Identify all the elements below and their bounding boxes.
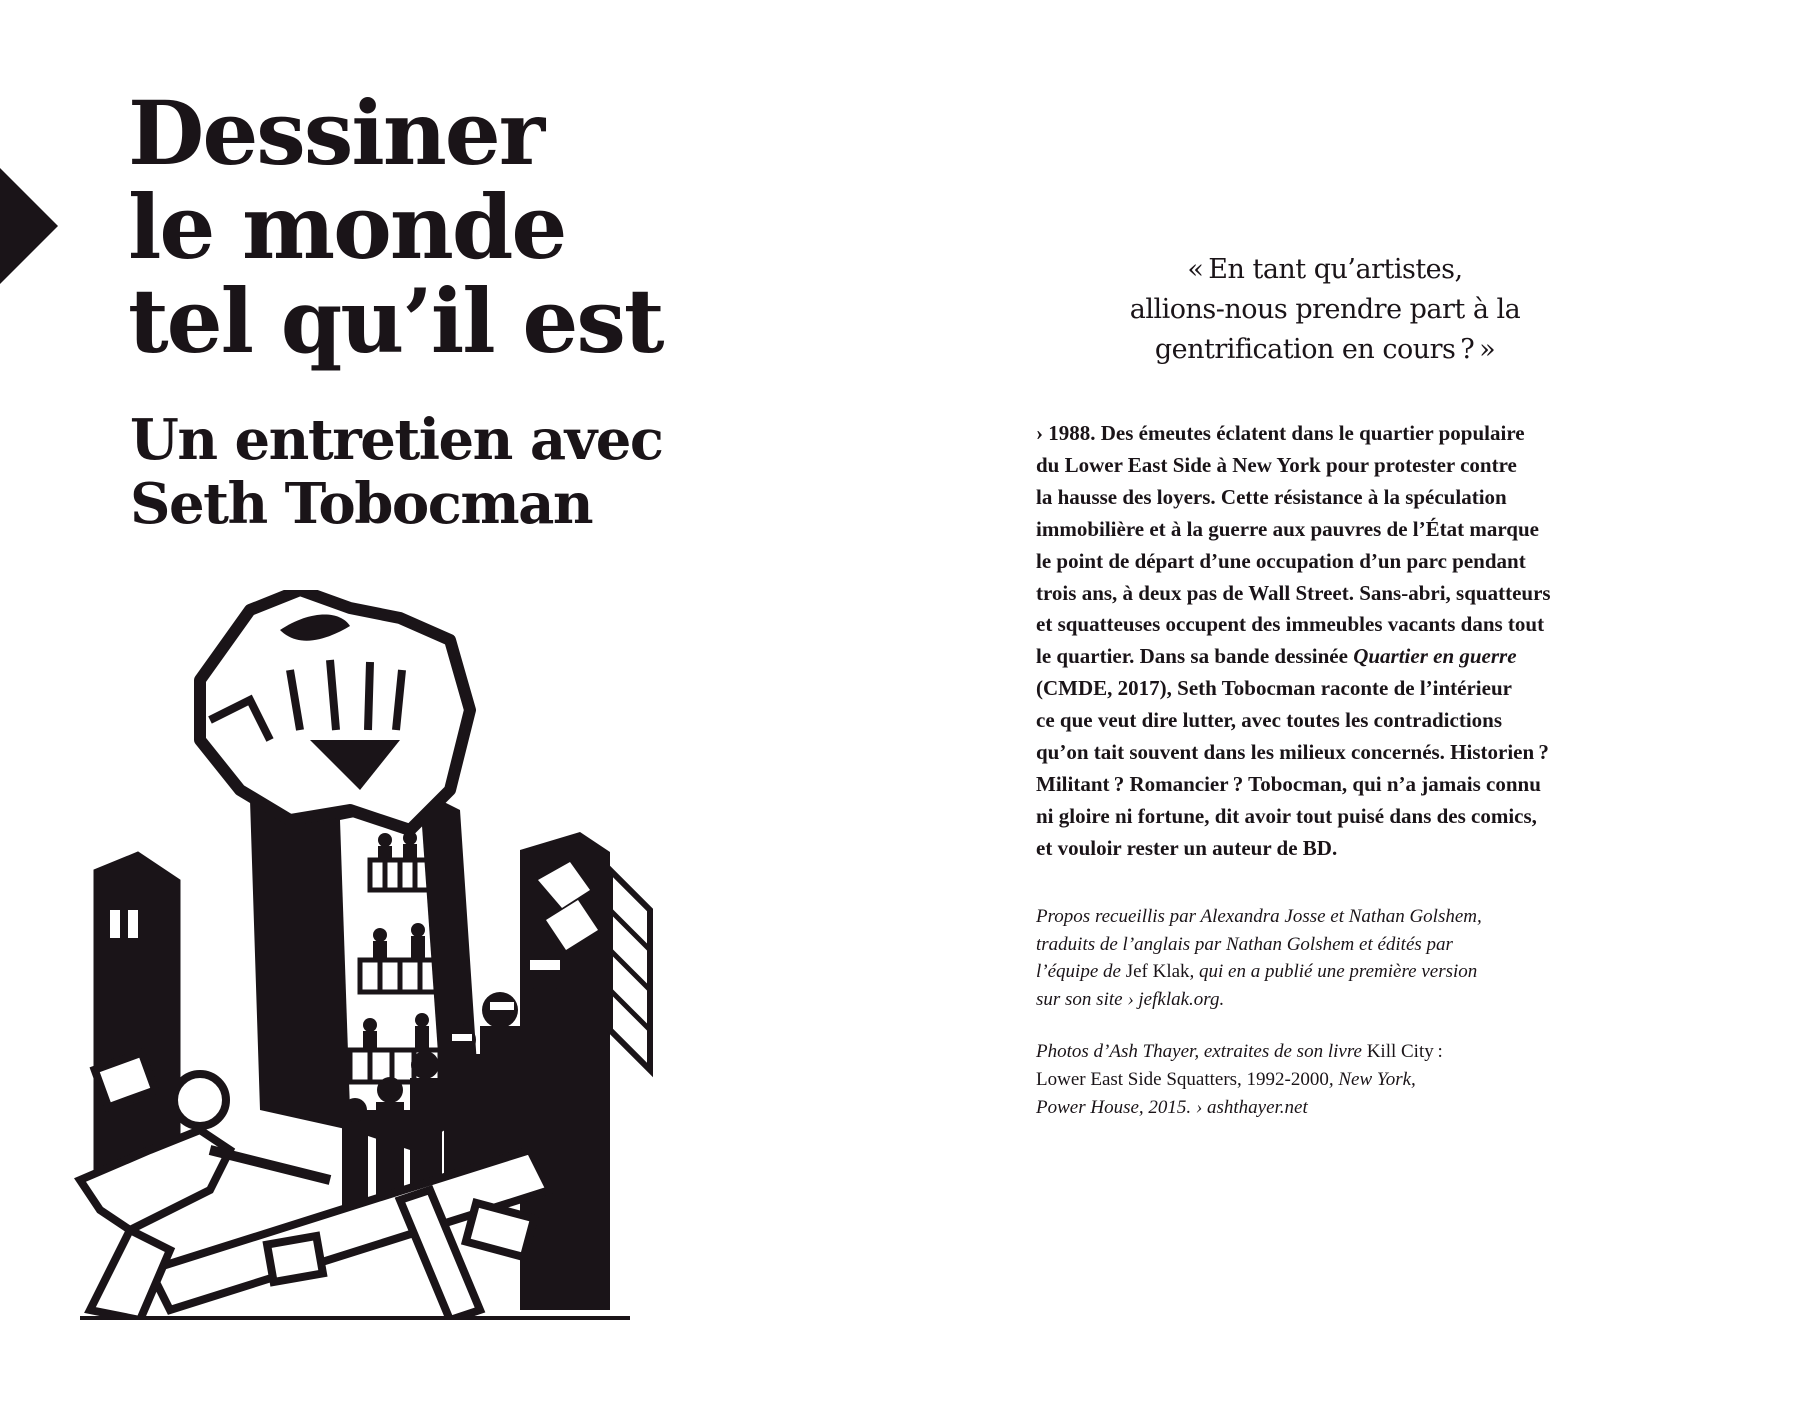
subtitle-line-2: Seth Tobocman — [130, 471, 593, 537]
intro-line: immobilière et à la guerre aux pauvres de l’État marque — [1036, 516, 1539, 541]
pull-quote-line-2: allions-nous prendre part à la — [1129, 294, 1521, 325]
photo-credits-line-3-text: Power House, 2015. › ashthayer.net — [1036, 1097, 1308, 1118]
subtitle-line-1: Un entretien avec — [130, 407, 663, 473]
intro-line: qu’on tait souvent dans les milieux concernés. Historien ? — [1036, 740, 1549, 765]
intro-line-8-text: le quartier. Dans sa bande dessinée — [1036, 644, 1354, 669]
intro-line: ce que veut dire lutter, avec toutes les contradictions — [1036, 708, 1503, 733]
photo-credits-line-2-text: , New York, — [1328, 1069, 1416, 1090]
pull-quote-line-3: gentrification en cours ? » — [1154, 334, 1496, 365]
photo-credits-line — [1036, 1066, 1636, 1094]
credits-line-1-text: Propos recueillis par Alexandra Josse et Nathan Golshem, — [1036, 906, 1482, 927]
intro-line: › 1988. Des émeutes éclatent dans le quartier populaire — [1036, 421, 1525, 445]
intro-line: du Lower East Side à New York pour protester contre — [1036, 452, 1517, 477]
section-marker-triangle — [0, 168, 58, 284]
credits-line-4-text: sur son site › jefklak.org. — [1036, 988, 1225, 1010]
magazine-name-jef-klak: Jef Klak — [1125, 961, 1190, 982]
credits-line-2-text: traduits de l’anglais par Nathan Golshem et édités par — [1036, 933, 1453, 955]
title-line-2: le monde — [128, 175, 566, 279]
raised-fist — [200, 590, 470, 830]
credits-line — [1036, 958, 1636, 986]
credits-line — [1036, 903, 1636, 931]
intro-line: et vouloir rester un auteur de BD. — [1036, 835, 1338, 860]
credits-line — [1036, 931, 1636, 959]
photo-credits-line — [1036, 1038, 1636, 1066]
intro-line: et squatteuses occupent des immeubles vacants dans tout — [1036, 612, 1545, 637]
protest-fist-illustration — [50, 590, 660, 1320]
interview-credits — [1036, 903, 1636, 1013]
photo-credits-line — [1036, 1094, 1636, 1122]
intro-line: ni gloire ni fortune, dit avoir tout puisé dans des comics, — [1036, 803, 1537, 828]
pull-quote-line-1: « En tant qu’artistes, — [1187, 254, 1463, 285]
article-subtitle — [130, 408, 662, 536]
intro-line: Militant ? Romancier ? Tobocman, qui n’a jamais connu — [1036, 771, 1541, 796]
intro-line: (CMDE, 2017), Seth Tobocman raconte de l’intérieur — [1036, 676, 1512, 701]
book-subtitle: Lower East Side Squatters, 1992-2000 — [1036, 1069, 1329, 1090]
photo-credits-line-1-text: Photos d’Ash Thayer, extraites de son livre — [1036, 1041, 1367, 1062]
credits-line-3-end: , qui en a publié une première version — [1189, 961, 1478, 982]
book-title-kill-city: Kill City : — [1366, 1041, 1443, 1062]
article-title — [128, 81, 663, 373]
credits-line-3-start: l’équipe de — [1036, 961, 1126, 982]
title-line-3: tel qu’il est — [128, 269, 663, 373]
intro-line — [1036, 641, 1676, 673]
intro-line: la hausse des loyers. Cette résistance à la spéculation — [1036, 484, 1507, 509]
pull-quote — [1090, 250, 1560, 370]
book-title-quartier-en-guerre: Quartier en guerre — [1353, 644, 1517, 669]
intro-line: trois ans, à deux pas de Wall Street. Sans-abri, squatteurs — [1036, 580, 1551, 605]
intro-paragraph — [1036, 418, 1676, 865]
title-line-1: Dessiner — [128, 81, 544, 185]
intro-line: le point de départ d’une occupation d’un parc pendant — [1036, 548, 1526, 573]
photo-credits — [1036, 1038, 1636, 1122]
credits-line — [1036, 986, 1636, 1014]
